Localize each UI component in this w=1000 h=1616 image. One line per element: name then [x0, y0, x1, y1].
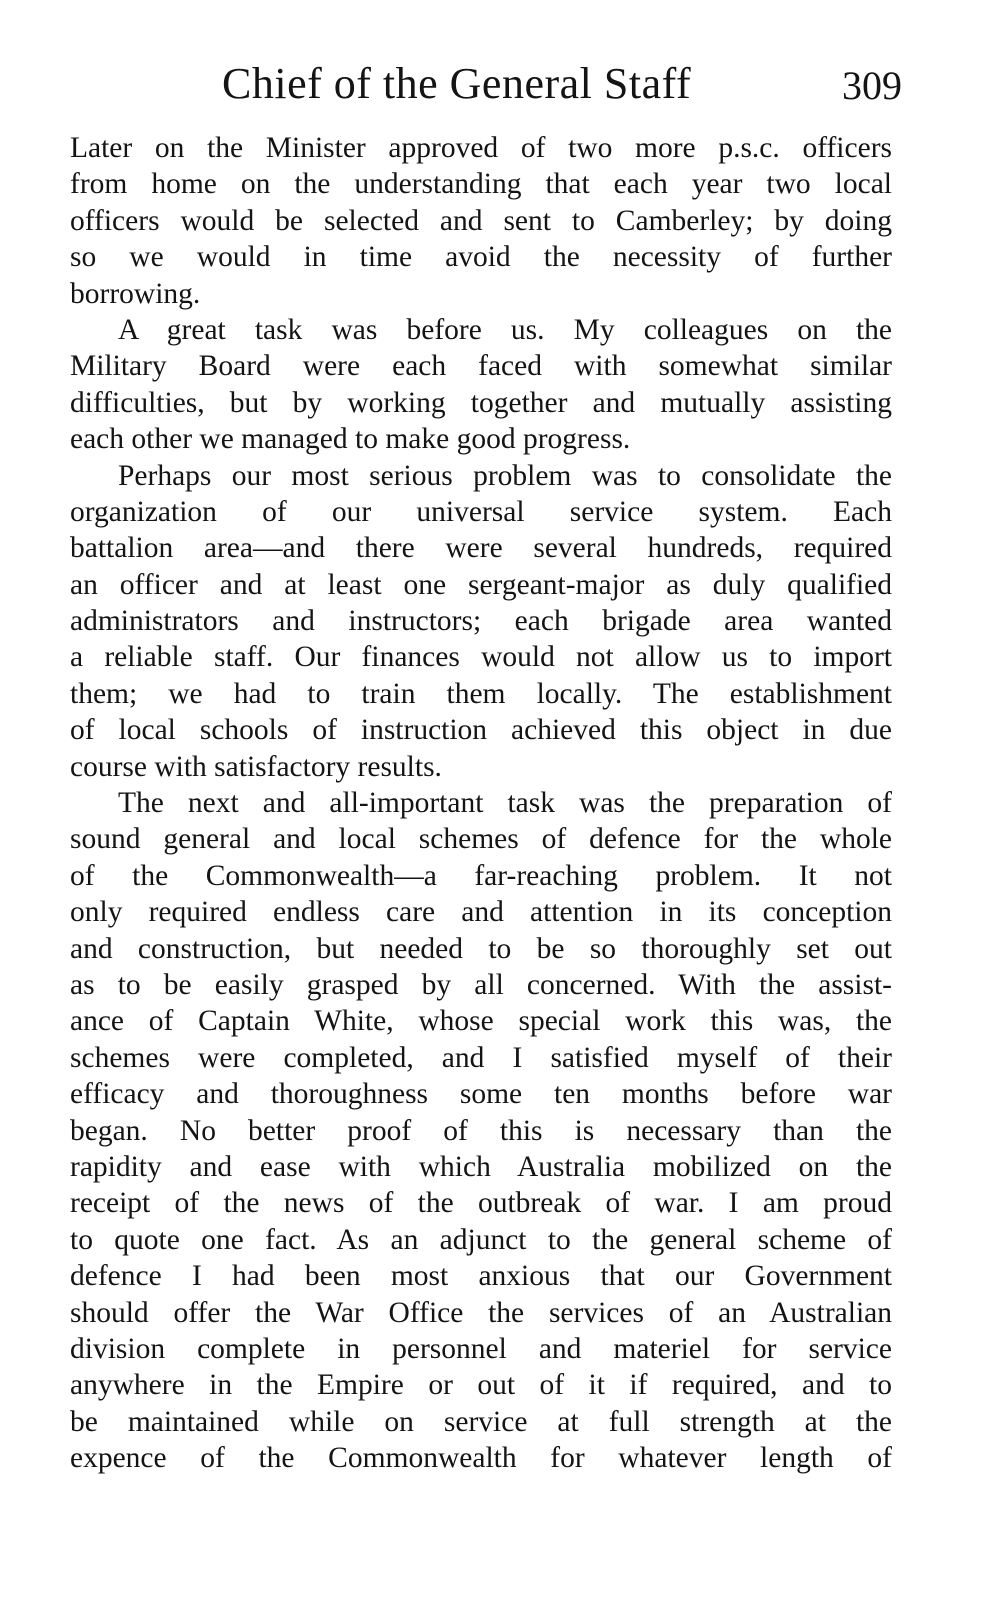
text-line: division complete in personnel and materiel for service [70, 1332, 892, 1365]
text-line: an officer and at least one sergeant-major as duly qualified [70, 568, 892, 601]
text-line: only required endless care and attention in its conception [70, 896, 892, 929]
body-text [70, 130, 892, 1476]
paragraph [70, 458, 892, 786]
text-line: should offer the War Office the services of an Australian [70, 1296, 892, 1329]
text-line: sound general and local schemes of defence for the whole [70, 823, 892, 856]
text-line: of the Commonwealth—a far-reaching problem. It not [70, 859, 892, 892]
text-line: ance of Captain White, whose special work this was, the [70, 1005, 892, 1038]
text-line: as to be easily grasped by all concerned. With the assist- [70, 968, 892, 1001]
text-line: them; we had to train them locally. The establishment [70, 677, 892, 710]
text-line: rapidity and ease with which Australia mobilized on the [70, 1150, 892, 1183]
text-line: difficulties, but by working together and mutually assisting [70, 386, 892, 419]
text-line: administrators and instructors; each brigade area wanted [70, 605, 892, 638]
running-title: Chief of the General Staff [222, 59, 692, 108]
text-line: course with satisfactory results. [70, 750, 442, 783]
text-line: each other we managed to make good progress. [70, 423, 631, 456]
text-line: The next and all-important task was the preparation of [118, 787, 892, 820]
text-line: A great task was before us. My colleagues on the [118, 313, 892, 346]
text-line: a reliable staff. Our finances would not allow us to import [70, 641, 892, 674]
text-line: efficacy and thoroughness some ten months before war [70, 1078, 892, 1111]
text-line: to quote one fact. As an adjunct to the general scheme of [70, 1223, 892, 1256]
text-line: schemes were completed, and I satisfied myself of their [70, 1041, 892, 1074]
paragraph [70, 312, 892, 458]
text-line: of local schools of instruction achieved this object in due [70, 714, 892, 747]
paragraph [70, 785, 892, 1476]
text-line: be maintained while on service at full strength at the [70, 1405, 892, 1438]
text-line: receipt of the news of the outbreak of war. I am proud [70, 1187, 892, 1220]
paragraph [70, 130, 892, 312]
text-line: battalion area—and there were several hundreds, required [70, 532, 892, 565]
text-line: began. No better proof of this is necessary than the [70, 1114, 892, 1147]
text-line: and construction, but needed to be so thoroughly set out [70, 932, 892, 965]
text-line: expence of the Commonwealth for whatever length of [70, 1442, 892, 1475]
text-line: borrowing. [70, 277, 201, 310]
text-line: Later on the Minister approved of two more p.s.c. officers [70, 132, 892, 164]
text-line: Perhaps our most serious problem was to consolidate the [118, 459, 892, 492]
text-line: officers would be selected and sent to Camberley; by doing [70, 204, 892, 237]
text-line: anywhere in the Empire or out of it if required, and to [70, 1369, 892, 1402]
text-line: Military Board were each faced with somewhat similar [70, 350, 892, 383]
text-line: organization of our universal service system. Each [70, 495, 892, 528]
text-line: from home on the understanding that each year two local [70, 168, 892, 201]
text-line: defence I had been most anxious that our Government [70, 1260, 892, 1293]
text-line: so we would in time avoid the necessity of further [70, 241, 892, 274]
page-number: 309 [842, 63, 902, 108]
